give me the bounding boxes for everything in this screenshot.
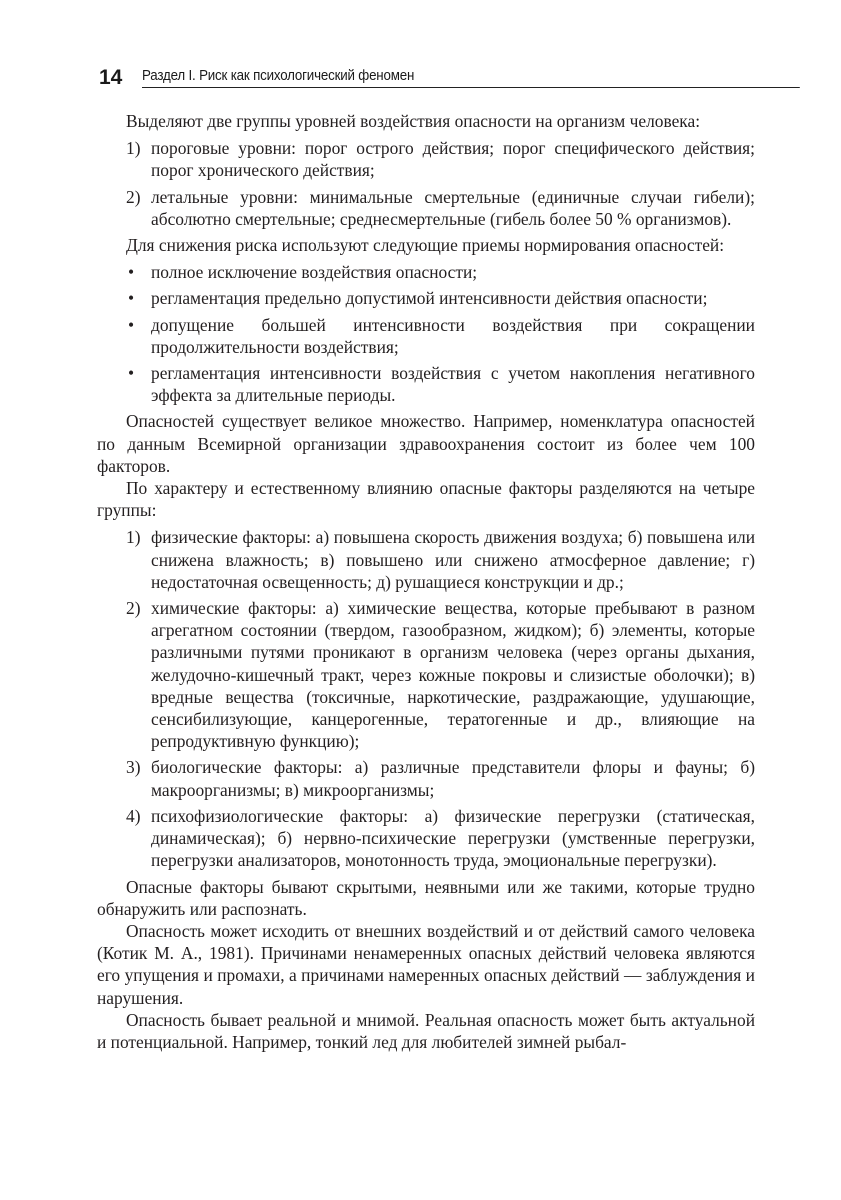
bullet-icon: • <box>128 363 135 384</box>
list-marker: 4) <box>126 805 141 826</box>
paragraph: Опасные факторы бывают скрытыми, неявными или же такими, которые трудно обнаружить или распознать. <box>97 876 755 919</box>
list-item: 2) химические факторы: а) химические вещества, которые пребывают в разном агрегатном состоянии (твердом, газообразном, жидком); б) элементы, которые различными путями проникают в организм человека (через органы дыхания, желудочно-кишечный тракт, через кожные покровы и слизистые оболочки); в) вредные вещества (токсичные, наркотические, раздражающие, удушающие, сенсибилизующие, канцерогенные, тератогенные и др., влияющие на репродуктивную функцию); <box>126 598 755 752</box>
list-item: • допущение большей интенсивности воздействия при сокращении продолжительности воздействия; <box>128 314 755 357</box>
numbered-list-factors <box>97 526 755 871</box>
paragraph: Опасностей существует великое множество. Например, номенклатура опасностей по данным Всемирной организации здравоохранения состоит из более чем 100 факторов. <box>97 411 755 476</box>
list-marker: 1) <box>126 138 141 159</box>
paragraph: Для снижения риска используют следующие приемы нормирования опасностей: <box>126 235 725 256</box>
list-item: 1) пороговые уровни: порог острого действия; порог специфического действия; порог хронического действия; <box>126 138 755 181</box>
list-marker: 2) <box>126 598 141 619</box>
list-item: • полное исключение воздействия опасности; <box>128 262 478 283</box>
list-marker: 2) <box>126 186 141 207</box>
list-item: 2) летальные уровни: минимальные смертельные (единичные случаи гибели); абсолютно смертельные; среднесмертельные (гибель более 50 % организмов). <box>126 186 755 229</box>
bullet-list-techniques <box>97 261 755 406</box>
bullet-icon: • <box>128 288 135 309</box>
page-number: 14 <box>99 66 123 89</box>
page-header <box>97 64 755 90</box>
paragraph: Опасность может исходить от внешних воздействий и от действий самого человека (Котик М. А., 1981). Причинами ненамеренных опасных действий человека являются его упущения и промахи, а причинами намеренных опасных действий — заблуждения и нарушения. <box>97 920 755 1008</box>
list-item: • регламентация интенсивности воздействия с учетом накопления негативного эффекта за длительные периоды. <box>128 363 755 406</box>
page-body <box>97 110 755 1053</box>
list-item: 3) биологические факторы: а) различные представители флоры и фауны; б) макроорганизмы; в) микроорганизмы; <box>126 757 755 800</box>
bullet-icon: • <box>128 262 135 283</box>
list-item: 4) психофизиологические факторы: а) физические перегрузки (статическая, динамическая); б) нервно-психические перегрузки (умственные перегрузки, перегрузки анализаторов, монотонность труда, эмоциональные перегрузки). <box>126 805 755 871</box>
list-marker: 3) <box>126 757 141 778</box>
numbered-list-levels <box>97 137 755 230</box>
list-marker: 1) <box>126 527 141 548</box>
running-head: Раздел I. Риск как психологический феномен <box>142 67 800 88</box>
bullet-icon: • <box>128 314 135 335</box>
list-item: 1) физические факторы: а) повышена скорость движения воздуха; б) повышена или снижена влажность; в) повышено или снижено атмосферное давление; г) недостаточная освещенность; д) рушащиеся конструкции и др.; <box>126 527 755 592</box>
list-item: • регламентация предельно допустимой интенсивности действия опасности; <box>128 288 708 309</box>
paragraph: По характеру и естественному влиянию опасные факторы разделяются на четыре группы: <box>97 478 755 521</box>
paragraph: Опасность бывает реальной и мнимой. Реальная опасность может быть актуальной и потенциальной. Например, тонкий лед для любителей зимней рыбал- <box>97 1009 755 1052</box>
paragraph: Выделяют две группы уровней воздействия опасности на организм человека: <box>126 111 701 131</box>
